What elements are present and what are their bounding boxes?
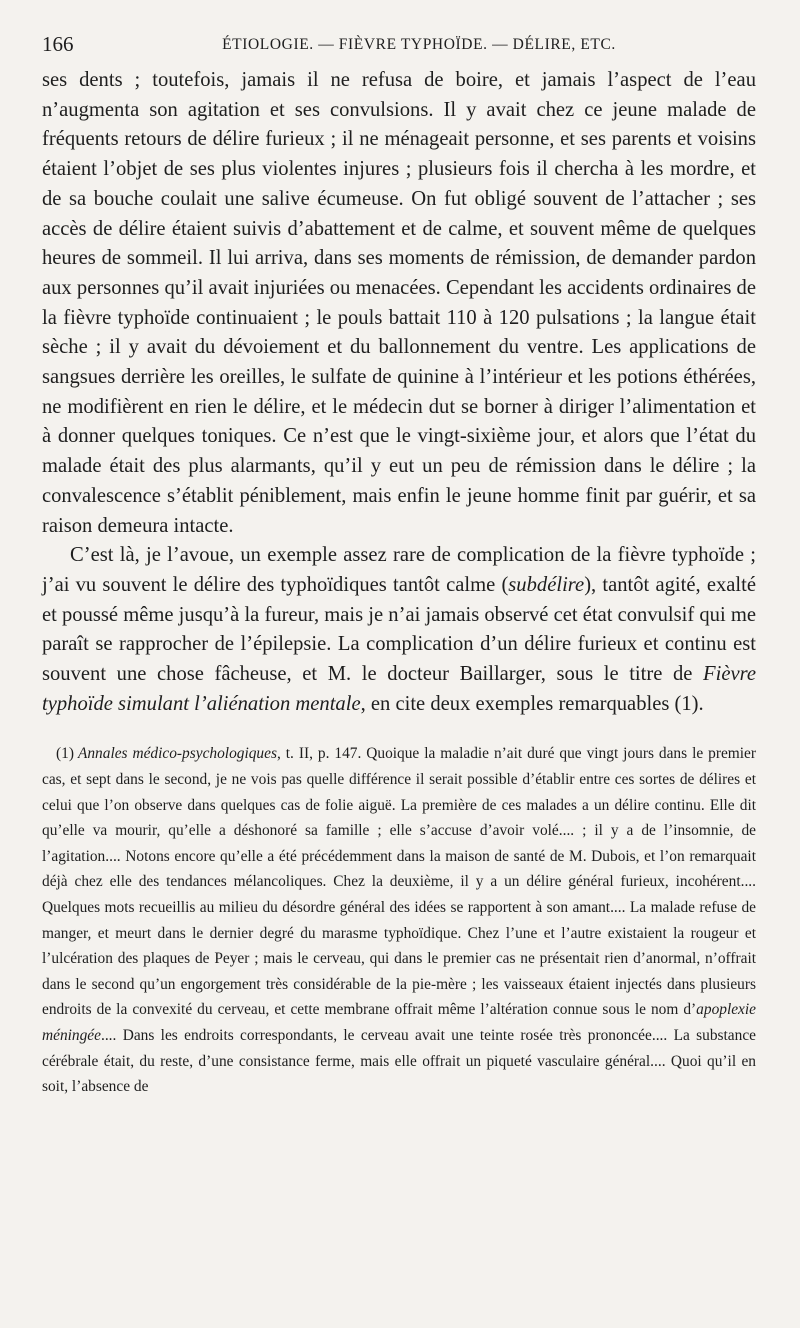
running-head-title: ÉTIOLOGIE. — FIÈVRE TYPHOÏDE. — DÉLIRE, ETC.: [222, 36, 616, 53]
footnote-1: [42, 741, 756, 1099]
footnote-mark: (1): [56, 745, 74, 763]
cited-work-title: Fièvre typhoïde simulant l’aliénation mentale: [42, 663, 756, 715]
paragraph-2-part-3: , en cite deux exemples remarquables (1).: [360, 692, 704, 715]
footnote-text-2: .... Dans les endroits correspondants, le cerveau avait une teinte rosée très prononcée.... La substance cérébrale était, du reste, d’une consistance ferme, mais elle offrait un piqueté vasculaire général.... Quoi qu’il en soit, l’absence de: [42, 1027, 756, 1096]
page-number: 166: [42, 32, 74, 56]
footnotes: [42, 741, 756, 1099]
body-text: [42, 66, 756, 719]
running-head: [42, 28, 756, 58]
paragraph-baillarger: [42, 541, 756, 719]
subdelire-term: subdélire: [508, 573, 585, 596]
footnote-journal: Annales médico-psychologiques: [77, 745, 277, 763]
paragraph-2-part-2: ), tantôt agité, exalté et poussé même jusqu’à la fureur, mais je n’ai jamais observé cet état convulsif qui me paraît se rapprocher de l’épilepsie. La complication d’un délire furieux et continu est souvent une chose fâcheuse, et M. le docteur Baillarger, sous le titre de: [42, 573, 757, 686]
footnote-text-1: , t. II, p. 147. Quoique la maladie n’ait duré que vingt jours dans le premier cas, et sept dans le second, je ne vois pas quelle différence il serait possible d’établir entre ces sortes de délires et celui que l’on observe dans quelques cas de folie aiguë. La première de ces malades a un délire continu. Elle dit qu’elle va mourir, qu’elle a déshonoré sa famille ; elle s’accuse d’avoir volé.... ; il y a de l’insomnie, de l’agitation.... Notons encore qu’elle a été précédemment dans la maison de santé de M. Dubois, et l’on remarquait déjà chez elle des tendances mélancoliques. Chez la deuxième, il y a un délire général furieux, incohérent.... Quelques mots recueillis au milieu du désordre général des idées se rapportent à son amant.... La malade refuse de manger, et meurt dans le dernier degré du marasme typhoïdique. Chez l’une et l’autre existaient la rougeur et l’ulcération des plaques de Peyer ; mais le cerveau, qui dans le premier cas ne présentait rien d’anormal, n’offrait dans le second qu’un engorgement très considérable de la pie-mère ; les vaisseaux étaient injectés dans plusieurs endroits de la convexité du cerveau, et cette membrane offrait même l’altération connue sous le nom d’: [42, 745, 756, 1019]
paragraph-continuation: ses dents ; toutefois, jamais il ne refusa de boire, et jamais l’aspect de l’eau n’augmenta son agitation et ses convulsions. Il y avait chez ce jeune malade de fréquents retours de délire furieux ; il ne ménageait personne, et ses parents et voisins étaient l’objet de ses plus violentes injures ; plusieurs fois il chercha à les mordre, et de sa bouche coulait une salive écumeuse. On fut obligé souvent de l’attacher ; ses accès de délire étaient suivis d’abattement et de calme, et souvent même de quelques heures de sommeil. Il lui arriva, dans ses moments de rémission, de demander pardon aux personnes qu’il avait injuriées ou menacées. Cependant les accidents ordinaires de la fièvre typhoïde continuaient ; le pouls battait 110 à 120 pulsations ; la langue était sèche ; il y avait du dévoiement et du ballonnement du ventre. Les applications de sangsues derrière les oreilles, le sulfate de quinine à l’intérieur et les potions éthérées, ne modifièrent en rien le délire, et le médecin dut se borner à diriger l’alimentation et à donner quelques toniques. Ce n’est que le vingt-sixième jour, et alors que l’état du malade était des plus alarmants, qu’il y eut un peu de rémission dans le délire ; la convalescence s’établit péniblement, mais enfin le jeune homme finit par guérir, et sa raison demeura intacte.: [42, 69, 756, 537]
footnote-term: apoplexie méningée: [42, 1001, 756, 1044]
paragraph-2-part-1: C’est là, je l’avoue, un exemple assez rare de complication de la fièvre typhoïde ; j’ai vu souvent le délire des typhoïdiques tantôt calme (: [42, 544, 756, 596]
